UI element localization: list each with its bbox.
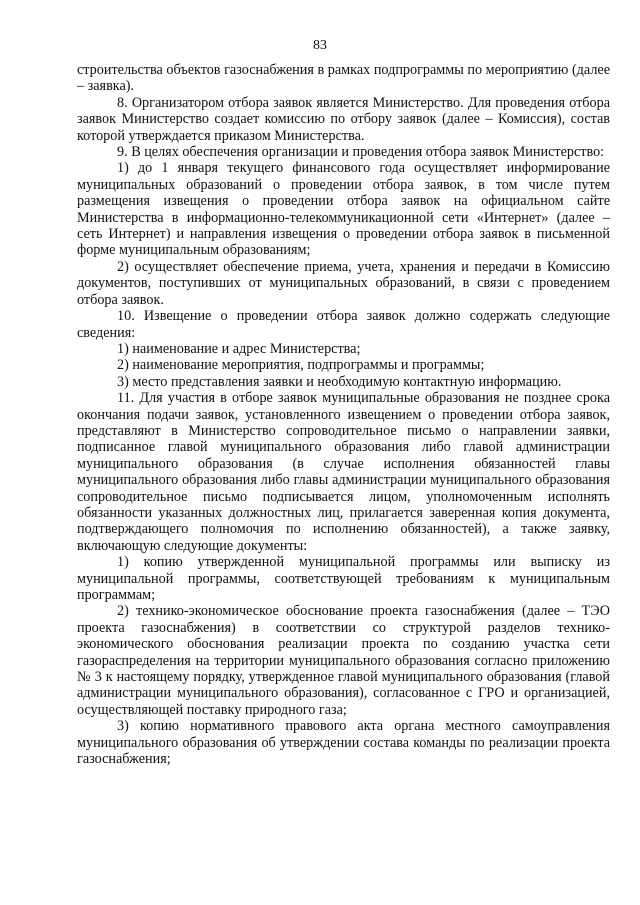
paragraph: строительства объектов газоснабжения в рамках подпрограммы по мероприятию (далее – заявка). xyxy=(77,62,610,95)
list-item: 1) наименование и адрес Министерства; xyxy=(117,340,361,357)
list-item: 2) технико-экономическое обоснование проекта газоснабжения (далее – ТЭО проекта газоснабжения) в соответствии со структурой разделов технико-экономического обоснования реализации проекта по созданию участка сети газораспределения на территории муниципального образования согласно приложению № 3 к настоящему порядку, утвержденное главой муниципального образования (главой администрации муниципального образования), согласованное с ГРО и организацией, осуществляющей поставку природного газа; xyxy=(77,603,610,718)
paragraph: 8. Организатором отбора заявок является Министерство. Для проведения отбора заявок Министерство создает комиссию по отбору заявок (далее – Комиссия), состав которой утверждается приказом Министерства. xyxy=(77,94,610,144)
paragraph: 10. Извещение о проведении отбора заявок должно содержать следующие сведения: xyxy=(77,308,610,341)
list-item: 3) копию нормативного правового акта органа местного самоуправления муниципального образования об утверждении состава команды по реализации проекта газоснабжения; xyxy=(77,718,610,768)
list-item: 2) осуществляет обеспечение приема, учета, хранения и передачи в Комиссию документов, поступивших от муниципальных образований, в связи с проведением отбора заявок. xyxy=(77,258,610,308)
page-number: 83 xyxy=(313,38,327,53)
paragraph: 9. В целях обеспечения организации и проведения отбора заявок Министерство: xyxy=(117,144,605,161)
paragraph: 11. Для участия в отборе заявок муниципальные образования не позднее срока окончания подачи заявок, установленного извещением о проведении отбора заявок, представляют в Министерство сопроводительное письмо о направлении заявки, подписанное главой муниципального образования либо главой администрации муниципального образования (в случае исполнения обязанностей главы муниципального образования либо главы администрации муниципального образования сопроводительное письмо подписывается лицом, уполномоченным исполнять обязанности указанных должностных лиц, прилагается заверенная копия документа, подтверждающего полномочия по исполнению обязанностей), а также заявку, включающую следующие документы: xyxy=(77,390,610,554)
list-item: 3) место представления заявки и необходимую контактную информацию. xyxy=(117,373,562,390)
list-item: 1) до 1 января текущего финансового года осуществляет информирование муниципальных образований о проведении отбора заявок, в том числе путем размещения извещения о проведении отбора заявок на официальном сайте Министерства в информационно-телекоммуникационной сети «Интернет» (далее – сеть Интернет) и направления извещения о проведении отбора заявок в письменной форме муниципальным образованиям; xyxy=(77,160,610,259)
list-item: 2) наименование мероприятия, подпрограммы и программы; xyxy=(117,357,485,374)
document-body xyxy=(77,62,610,767)
list-item: 1) копию утвержденной муниципальной программы или выписку из муниципальной программы, соответствующей требованиям к муниципальным программам; xyxy=(77,554,610,603)
